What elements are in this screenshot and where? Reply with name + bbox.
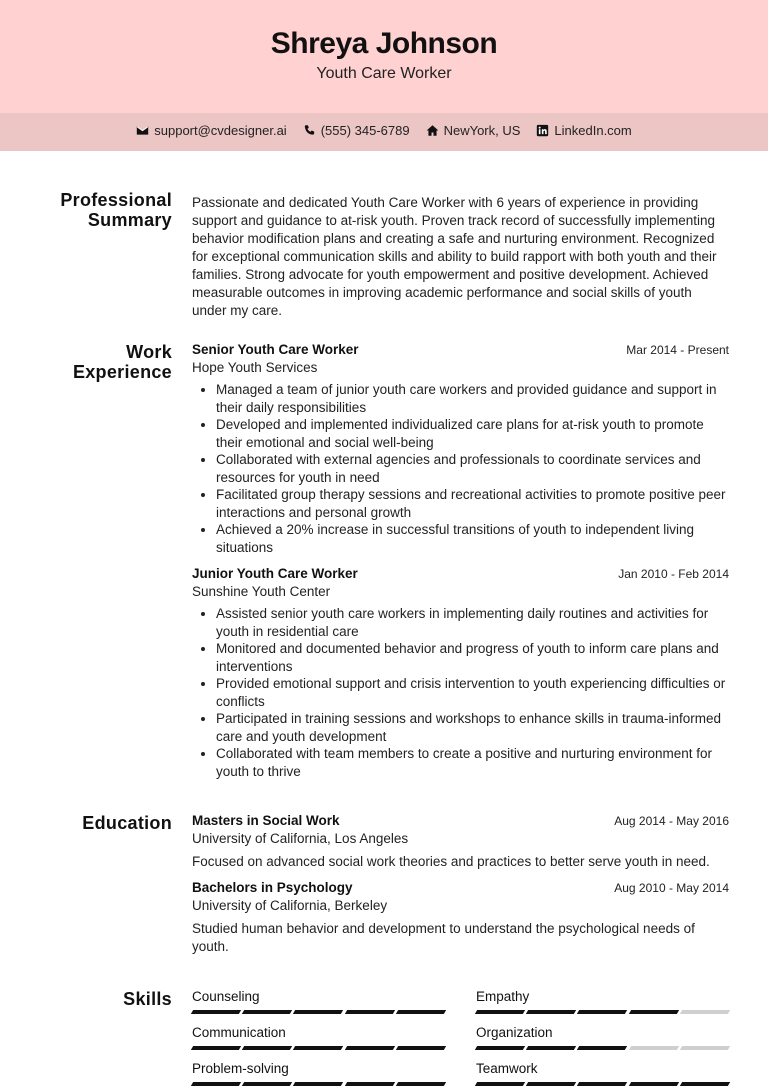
skill-item	[192, 989, 445, 1014]
degree-title: Bachelors in Psychology	[192, 880, 353, 895]
skill-name: Empathy	[476, 989, 530, 1004]
job-bullet: • Assisted senior youth care workers in implementing daily routines and activities for youth in residential care	[216, 605, 729, 640]
skill-level-segment-filled	[396, 1046, 447, 1050]
skill-level-segment-filled	[191, 1082, 242, 1086]
skill-level-segment-empty	[680, 1046, 731, 1050]
skill-level-segment-filled	[344, 1010, 395, 1014]
skill-level-bar	[192, 1046, 445, 1050]
school-name: University of California, Berkeley	[192, 898, 388, 913]
skill-name: Teamwork	[476, 1061, 538, 1076]
skill-name: Organization	[476, 1025, 553, 1040]
contact-phone[interactable]	[303, 123, 410, 138]
summary-text: Passionate and dedicated Youth Care Worker with 6 years of experience in providing support and guidance to at-risk youth. Proven track record of successfully implementing behavior modification plans and creating a safe and nurturing environment. Recognized for exceptional communication skills and ability to build rapport with both youth and their families. Strong advocate for youth empowerment and positive development. Achieved measurable outcomes in improving academic performance and social skills of youth under my care.	[192, 195, 717, 318]
phone-icon	[303, 124, 316, 137]
skill-level-segment-filled	[475, 1046, 526, 1050]
job-bullet: • Monitored and documented behavior and progress of youth to inform care plans and interventions	[216, 640, 729, 675]
candidate-title: Youth Care Worker	[316, 65, 452, 82]
skill-level-segment-filled	[680, 1082, 731, 1086]
linkedin-icon	[536, 124, 549, 137]
job-company: Hope Youth Services	[192, 360, 318, 375]
location-text: NewYork, US	[443, 123, 521, 138]
experience-heading-line1: Work	[126, 342, 172, 362]
summary-heading-line2: Summary	[87, 210, 172, 230]
job-bullet: • Facilitated group therapy sessions and recreational activities to promote positive peer interactions and personal growth	[216, 486, 729, 521]
skill-name: Counseling	[192, 989, 260, 1004]
contact-email[interactable]	[136, 123, 286, 138]
phone-text: (555) 345-6789	[320, 123, 410, 138]
summary-heading	[60, 190, 172, 230]
job-bullets	[192, 381, 729, 556]
skill-level-segment-filled	[191, 1046, 242, 1050]
job-bullets	[192, 605, 729, 780]
skill-item	[476, 1061, 729, 1086]
skill-level-bar	[476, 1046, 729, 1050]
job-bullet: • Provided emotional support and crisis intervention to youth experiencing difficulties or conflicts	[216, 675, 729, 710]
degree-description: Focused on advanced social work theories and practices to better serve youth in need.	[192, 854, 710, 869]
job-company: Sunshine Youth Center	[192, 584, 331, 599]
degree-dates: Aug 2010 - May 2014	[614, 881, 729, 895]
skill-level-segment-filled	[293, 1082, 344, 1086]
skill-level-segment-filled	[526, 1082, 577, 1086]
job-bullet: • Participated in training sessions and workshops to enhance skills in trauma-informed care and youth development	[216, 710, 729, 745]
education-heading: Education	[82, 813, 172, 833]
skill-level-segment-filled	[344, 1046, 395, 1050]
job-bullet: • Managed a team of junior youth care workers and provided guidance and support in their daily responsibilities	[216, 381, 729, 416]
candidate-name: Shreya Johnson	[270, 27, 498, 60]
job-bullet: • Collaborated with external agencies and professionals to coordinate services and resources for youth in need	[216, 451, 729, 486]
skill-level-segment-filled	[628, 1010, 679, 1014]
skill-level-segment-empty	[680, 1010, 731, 1014]
skill-level-segment-filled	[577, 1046, 628, 1050]
experience-heading	[73, 342, 172, 382]
skill-level-segment-filled	[293, 1046, 344, 1050]
degree-dates: Aug 2014 - May 2016	[614, 814, 729, 828]
skill-level-segment-filled	[628, 1082, 679, 1086]
skill-level-segment-filled	[475, 1010, 526, 1014]
skill-level-segment-filled	[577, 1082, 628, 1086]
job-entry	[192, 341, 729, 556]
skill-level-segment-filled	[344, 1082, 395, 1086]
skills-heading: Skills	[123, 989, 172, 1009]
summary-heading-line1: Professional	[60, 190, 172, 210]
skill-level-segment-empty	[628, 1046, 679, 1050]
envelope-icon	[136, 124, 149, 137]
skill-item	[192, 1025, 445, 1050]
job-entry	[192, 565, 729, 780]
skill-level-segment-filled	[396, 1082, 447, 1086]
skill-level-segment-filled	[526, 1046, 577, 1050]
skill-level-segment-filled	[242, 1082, 293, 1086]
skill-level-segment-filled	[396, 1010, 447, 1014]
linkedin-text: LinkedIn.com	[554, 123, 632, 138]
experience-heading-line2: Experience	[72, 362, 172, 382]
degree-description: Studied human behavior and development to understand the psychological needs of youth.	[192, 921, 695, 954]
skill-level-segment-filled	[577, 1010, 628, 1014]
skill-level-segment-filled	[242, 1046, 293, 1050]
job-bullet: • Developed and implemented individualized care plans for at-risk youth to promote their emotional and social well-being	[216, 416, 729, 451]
job-bullet: • Collaborated with team members to create a positive and nurturing environment for youth to thrive	[216, 745, 729, 780]
skill-item	[192, 1061, 445, 1086]
job-title: Junior Youth Care Worker	[192, 566, 358, 581]
skill-level-bar	[476, 1082, 729, 1086]
job-dates: Mar 2014 - Present	[626, 343, 729, 357]
education-entry	[192, 879, 729, 956]
skill-level-segment-filled	[242, 1010, 293, 1014]
skill-level-bar	[476, 1010, 729, 1014]
school-name: University of California, Los Angeles	[192, 831, 409, 846]
contact-linkedin[interactable]	[536, 123, 631, 138]
skill-name: Problem-solving	[192, 1061, 289, 1076]
home-icon	[426, 124, 439, 137]
skill-level-segment-filled	[475, 1082, 526, 1086]
job-title: Senior Youth Care Worker	[192, 342, 359, 357]
skill-item	[476, 1025, 729, 1050]
email-text: support@cvdesigner.ai	[154, 123, 287, 138]
job-bullet: • Achieved a 20% increase in successful transitions of youth to independent living situations	[216, 521, 729, 556]
job-dates: Jan 2010 - Feb 2014	[618, 567, 729, 581]
skill-item	[476, 989, 729, 1014]
degree-title: Masters in Social Work	[192, 813, 340, 828]
skill-level-bar	[192, 1010, 445, 1014]
contact-bar	[0, 123, 768, 138]
contact-location	[426, 123, 521, 138]
skill-level-segment-filled	[293, 1010, 344, 1014]
skill-level-segment-filled	[191, 1010, 242, 1014]
education-entry	[192, 812, 729, 871]
skill-level-bar	[192, 1082, 445, 1086]
skill-name: Communication	[192, 1025, 286, 1040]
skill-level-segment-filled	[526, 1010, 577, 1014]
